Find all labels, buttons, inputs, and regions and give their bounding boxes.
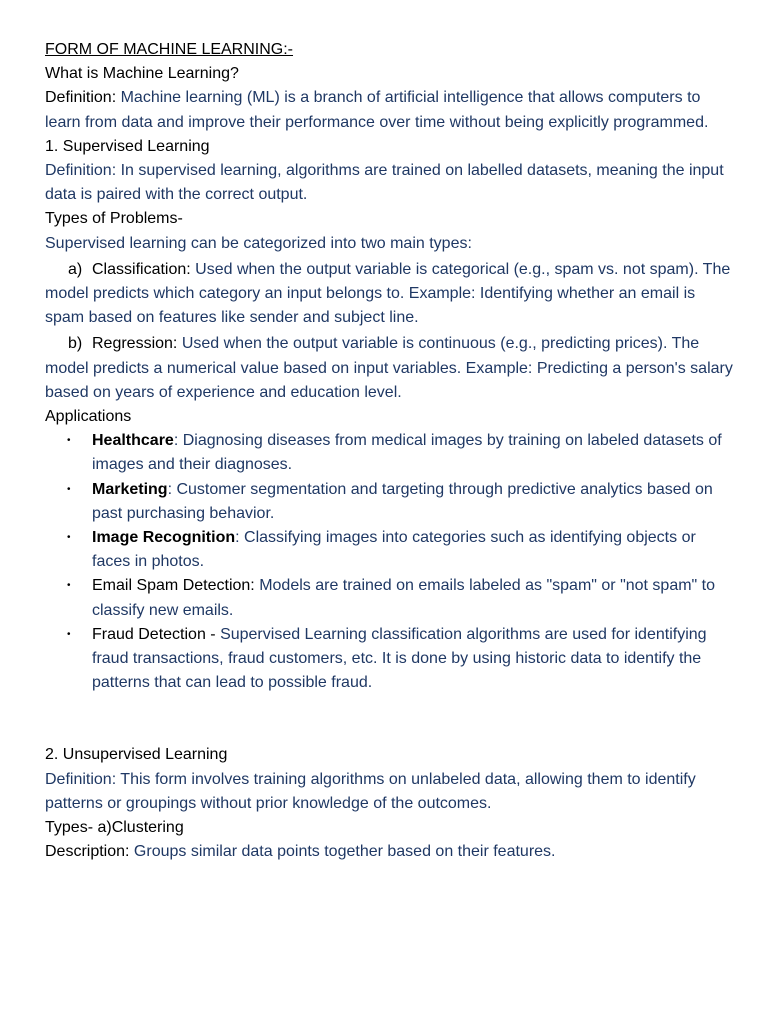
- bullet-icon: •: [67, 580, 71, 592]
- regression-text: Used when the output variable is continuous (e.g., predicting prices). The model predicts a numerical value based on input variables. Example: Predicting a person's salary based on years of experience and education level.: [45, 335, 733, 401]
- list-item: [45, 429, 735, 477]
- list-item: [45, 574, 735, 622]
- application-label: Image Recognition: [92, 529, 236, 547]
- classification-marker: a): [68, 260, 83, 278]
- section-spacer: [45, 695, 735, 743]
- application-label: Marketing: [92, 480, 168, 498]
- application-text: : Classifying images into categories such as identifying objects or faces in photos.: [92, 529, 696, 571]
- bullet-icon: •: [67, 483, 71, 495]
- unsupervised-definition: Definition: This form involves training algorithms on unlabeled data, allowing them to identify patterns or groupings without prior knowledge of the outcomes.: [45, 770, 696, 812]
- description-label: Description:: [45, 843, 134, 861]
- definition-label: Definition:: [45, 89, 121, 107]
- classification-text: Used when the output variable is categorical (e.g., spam vs. not spam). The model predicts which category an input belongs to. Example: Identifying whether an email is spam based on features like sender and subject line.: [45, 260, 731, 327]
- description-text: Groups similar data points together based on their features.: [133, 843, 556, 861]
- application-text: Models are trained on emails labeled as "spam" or "not spam" to classify new emails.: [92, 577, 716, 619]
- regression-item: [45, 330, 735, 405]
- bullet-icon: •: [67, 435, 71, 447]
- list-item: [45, 526, 735, 574]
- intro-question: What is Machine Learning?: [45, 65, 239, 83]
- definition-text: Machine learning (ML) is a branch of artificial intelligence that allows computers to learn from data and improve their performance over time without being explicitly programmed.: [45, 89, 709, 131]
- types-of-problems-heading: Types of Problems-: [45, 210, 183, 228]
- bullet-icon: •: [67, 628, 71, 640]
- application-text: Supervised Learning classification algorithms are used for identifying fraud transactions, fraud customers, etc. It is done by using historic data to identify the patterns that can lead to possible fraud.: [92, 625, 707, 692]
- application-label: Healthcare: [92, 432, 174, 450]
- types-intro: Supervised learning can be categorized into two main types:: [45, 234, 472, 252]
- application-text: : Diagnosing diseases from medical images by training on labeled datasets of images and their diagnoses.: [92, 432, 722, 474]
- classification-label: Classification:: [92, 260, 196, 278]
- supervised-heading: 1. Supervised Learning: [45, 137, 210, 155]
- ml-definition: [45, 86, 735, 134]
- application-label: Fraud Detection -: [92, 625, 221, 643]
- supervised-definition: Definition: In supervised learning, algorithms are trained on labelled datasets, meaning the input data is paired with the correct output.: [45, 162, 724, 204]
- clustering-description: [45, 840, 735, 864]
- bullet-icon: •: [67, 532, 71, 544]
- list-item: [45, 478, 735, 526]
- classification-item: [45, 256, 735, 331]
- list-item: [45, 623, 735, 696]
- document-title: FORM OF MACHINE LEARNING:-: [45, 41, 294, 58]
- application-text: : Customer segmentation and targeting through predictive analytics based on past purchasing behavior.: [92, 480, 713, 522]
- applications-heading: Applications: [45, 408, 132, 426]
- unsupervised-types: Types- a)Clustering: [45, 819, 184, 837]
- regression-label: Regression:: [92, 335, 182, 353]
- unsupervised-heading: 2. Unsupervised Learning: [45, 746, 228, 764]
- regression-marker: b): [68, 335, 83, 353]
- applications-list: [45, 429, 735, 695]
- application-label: Email Spam Detection:: [92, 577, 260, 595]
- document-body: [45, 38, 735, 865]
